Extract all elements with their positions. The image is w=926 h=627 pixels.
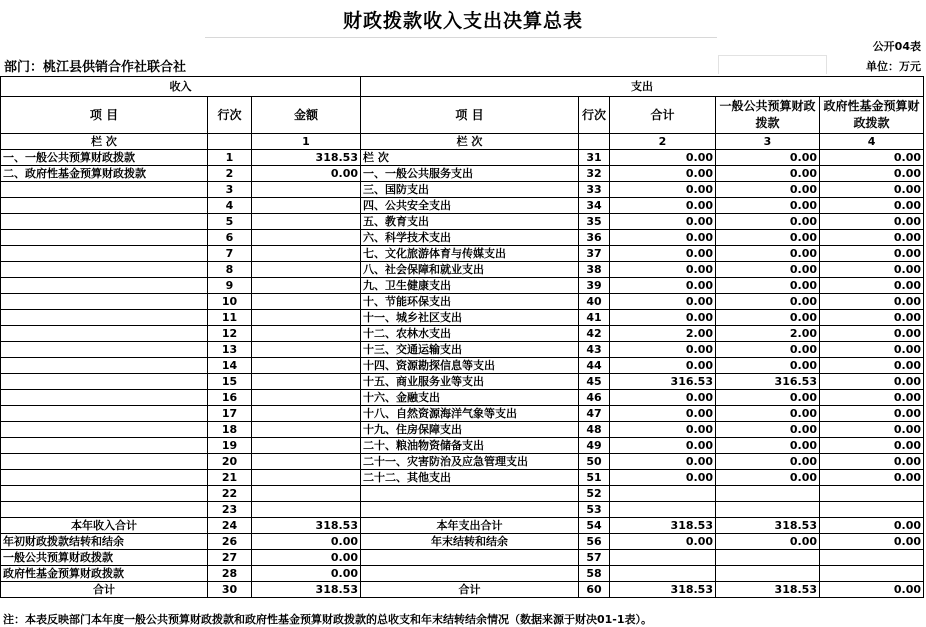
report-title: 财政拨款收入支出决算总表 (342, 10, 583, 32)
table-row (1, 422, 924, 438)
table-row (1, 374, 924, 390)
income-amount-cell (252, 486, 361, 502)
expense-gov-fund-cell (820, 486, 924, 502)
income-item-cell: 合计 (1, 582, 208, 598)
table-row (1, 198, 924, 214)
income-amount-cell (252, 358, 361, 374)
income-section-header: 收入 (1, 77, 361, 97)
expense-total-cell: 0.00 (610, 278, 716, 294)
income-row-no-cell: 19 (208, 438, 252, 454)
expense-general-budget-cell: 0.00 (716, 534, 820, 550)
expense-gov-fund-cell: 0.00 (820, 342, 924, 358)
expense-item-header: 项 目 (361, 97, 579, 134)
income-item-cell: 一般公共预算财政拨款 (1, 550, 208, 566)
income-row-no-cell: 11 (208, 310, 252, 326)
expense-row-no-cell: 53 (579, 502, 610, 518)
income-amount-cell (252, 438, 361, 454)
income-amount-cell (252, 246, 361, 262)
table-row (1, 294, 924, 310)
expense-item-cell (361, 566, 579, 582)
income-amount-cell (252, 230, 361, 246)
income-item-cell (1, 390, 208, 406)
expense-row-no-cell: 60 (579, 582, 610, 598)
expense-row-no-cell: 37 (579, 246, 610, 262)
expense-item-cell: 十三、交通运输支出 (361, 342, 579, 358)
income-row-no-cell: 26 (208, 534, 252, 550)
unit-label: 单位：万元 (866, 60, 921, 73)
income-amount-cell (252, 262, 361, 278)
income-item-cell (1, 342, 208, 358)
expense-general-budget-cell (716, 486, 820, 502)
expense-row-no-cell: 58 (579, 566, 610, 582)
expense-total-cell: 0.00 (610, 246, 716, 262)
income-amount-cell (252, 278, 361, 294)
income-row-no-cell: 8 (208, 262, 252, 278)
expense-item-cell: 十二、农林水支出 (361, 326, 579, 342)
income-row-no-cell: 17 (208, 406, 252, 422)
expense-general-budget-cell (716, 566, 820, 582)
income-row-no-cell: 3 (208, 182, 252, 198)
expense-gov-fund-cell: 0.00 (820, 406, 924, 422)
table-row (1, 166, 924, 182)
expense-total-cell: 0.00 (610, 294, 716, 310)
income-item-cell (1, 262, 208, 278)
expense-gov-fund-cell: 0.00 (820, 294, 924, 310)
table-row (1, 214, 924, 230)
expense-general-budget-cell: 0.00 (716, 310, 820, 326)
expense-total-cell (610, 502, 716, 518)
expense-total-cell: 0.00 (610, 262, 716, 278)
income-item-cell (1, 214, 208, 230)
expense-col-4: 4 (820, 134, 924, 150)
title-divider (205, 37, 717, 38)
table-row (1, 550, 924, 566)
table-row (1, 262, 924, 278)
expense-item-cell: 栏 次 (361, 150, 579, 166)
income-item-cell (1, 326, 208, 342)
income-row-no-cell: 14 (208, 358, 252, 374)
income-item-cell (1, 198, 208, 214)
income-amount-cell (252, 390, 361, 406)
expense-item-cell: 六、科学技术支出 (361, 230, 579, 246)
expense-general-budget-cell: 0.00 (716, 182, 820, 198)
income-amount-cell (252, 342, 361, 358)
expense-total-cell: 0.00 (610, 150, 716, 166)
expense-total-cell (610, 566, 716, 582)
income-amount-cell (252, 406, 361, 422)
expense-gov-fund-cell: 0.00 (820, 182, 924, 198)
expense-item-cell: 九、卫生健康支出 (361, 278, 579, 294)
expense-total-cell: 0.00 (610, 390, 716, 406)
income-row-no-cell: 12 (208, 326, 252, 342)
expense-row-no-cell: 45 (579, 374, 610, 390)
income-amount-header: 金额 (252, 97, 361, 134)
expense-gov-fund-cell: 0.00 (820, 422, 924, 438)
income-item-cell (1, 246, 208, 262)
expense-gov-fund-cell: 0.00 (820, 214, 924, 230)
expense-gov-fund-cell (820, 502, 924, 518)
expense-general-budget-cell: 318.53 (716, 582, 820, 598)
expense-gov-fund-cell: 0.00 (820, 358, 924, 374)
expense-item-cell: 一、一般公共服务支出 (361, 166, 579, 182)
expense-gov-fund-cell: 0.00 (820, 470, 924, 486)
expense-row-no-cell: 42 (579, 326, 610, 342)
expense-gov-fund-cell: 0.00 (820, 582, 924, 598)
income-row-no-cell: 6 (208, 230, 252, 246)
expense-item-cell: 十四、资源勘探信息等支出 (361, 358, 579, 374)
table-row (1, 406, 924, 422)
income-amount-cell: 0.00 (252, 166, 361, 182)
income-item-cell: 本年收入合计 (1, 518, 208, 534)
expense-item-cell: 十九、住房保障支出 (361, 422, 579, 438)
income-item-cell (1, 310, 208, 326)
expense-row-no-cell: 43 (579, 342, 610, 358)
table-row (1, 534, 924, 550)
expense-column-label: 栏 次 (361, 134, 579, 150)
income-column-label: 栏 次 (1, 134, 208, 150)
budget-table (0, 76, 924, 598)
income-col-1: 1 (252, 134, 361, 150)
expense-total-cell: 0.00 (610, 470, 716, 486)
income-amount-cell (252, 294, 361, 310)
income-item-cell (1, 502, 208, 518)
income-row-no-cell: 24 (208, 518, 252, 534)
expense-item-cell: 四、公共安全支出 (361, 198, 579, 214)
income-row-no-cell: 21 (208, 470, 252, 486)
expense-total-cell: 0.00 (610, 230, 716, 246)
expense-row-no-cell: 39 (579, 278, 610, 294)
expense-general-budget-cell: 0.00 (716, 406, 820, 422)
income-amount-cell: 0.00 (252, 534, 361, 550)
income-item-cell (1, 358, 208, 374)
expense-total-cell: 0.00 (610, 534, 716, 550)
table-row (1, 342, 924, 358)
expense-total-cell: 0.00 (610, 342, 716, 358)
expense-gov-fund-cell: 0.00 (820, 150, 924, 166)
income-col-no-blank (208, 134, 252, 150)
expense-item-cell: 十、节能环保支出 (361, 294, 579, 310)
expense-gov-fund-cell: 0.00 (820, 166, 924, 182)
expense-total-cell: 318.53 (610, 582, 716, 598)
income-row-no-header: 行次 (208, 97, 252, 134)
income-row-no-cell: 10 (208, 294, 252, 310)
expense-total-cell: 0.00 (610, 438, 716, 454)
income-amount-cell: 318.53 (252, 150, 361, 166)
expense-item-cell: 十六、金融支出 (361, 390, 579, 406)
table-row (1, 438, 924, 454)
expense-item-cell: 八、社会保障和就业支出 (361, 262, 579, 278)
income-row-no-cell: 27 (208, 550, 252, 566)
expense-total-cell: 318.53 (610, 518, 716, 534)
income-item-cell: 年初财政拨款结转和结余 (1, 534, 208, 550)
expense-total-cell: 0.00 (610, 406, 716, 422)
income-item-cell (1, 294, 208, 310)
expense-row-no-cell: 47 (579, 406, 610, 422)
income-item-cell: 二、政府性基金预算财政拨款 (1, 166, 208, 182)
expense-total-cell: 2.00 (610, 326, 716, 342)
income-amount-cell: 0.00 (252, 566, 361, 582)
expense-gov-fund-cell: 0.00 (820, 390, 924, 406)
expense-general-budget-cell: 0.00 (716, 278, 820, 294)
expense-general-budget-cell: 0.00 (716, 358, 820, 374)
expense-item-cell: 十八、自然资源海洋气象等支出 (361, 406, 579, 422)
expense-row-no-cell: 57 (579, 550, 610, 566)
expense-row-no-cell: 40 (579, 294, 610, 310)
expense-item-cell: 三、国防支出 (361, 182, 579, 198)
income-row-no-cell: 20 (208, 454, 252, 470)
expense-general-budget-cell: 0.00 (716, 150, 820, 166)
income-item-cell (1, 182, 208, 198)
expense-total-cell (610, 550, 716, 566)
expense-general-budget-cell: 0.00 (716, 198, 820, 214)
expense-row-no-cell: 38 (579, 262, 610, 278)
income-amount-cell: 318.53 (252, 582, 361, 598)
table-row (1, 486, 924, 502)
table-row (1, 326, 924, 342)
expense-gov-fund-cell (820, 550, 924, 566)
expense-row-no-cell: 54 (579, 518, 610, 534)
expense-row-no-cell: 34 (579, 198, 610, 214)
table-row (1, 182, 924, 198)
expense-general-budget-cell: 0.00 (716, 262, 820, 278)
income-row-no-cell: 9 (208, 278, 252, 294)
expense-item-cell: 十五、商业服务业等支出 (361, 374, 579, 390)
gov-fund-header: 政府性基金预算财政拨款 (820, 97, 924, 134)
income-row-no-cell: 5 (208, 214, 252, 230)
expense-item-cell: 合计 (361, 582, 579, 598)
expense-row-no-cell: 46 (579, 390, 610, 406)
expense-item-cell (361, 486, 579, 502)
income-item-cell (1, 422, 208, 438)
income-amount-cell (252, 310, 361, 326)
general-budget-header: 一般公共预算财政拨款 (716, 97, 820, 134)
expense-gov-fund-cell: 0.00 (820, 246, 924, 262)
expense-total-cell: 0.00 (610, 358, 716, 374)
expense-general-budget-cell: 0.00 (716, 454, 820, 470)
expense-row-no-cell: 31 (579, 150, 610, 166)
income-item-cell (1, 454, 208, 470)
table-row (1, 310, 924, 326)
expense-general-budget-cell: 2.00 (716, 326, 820, 342)
expense-general-budget-cell: 0.00 (716, 470, 820, 486)
income-amount-cell (252, 326, 361, 342)
expense-general-budget-cell: 318.53 (716, 518, 820, 534)
expense-general-budget-cell: 0.00 (716, 230, 820, 246)
table-row (1, 390, 924, 406)
expense-gov-fund-cell: 0.00 (820, 262, 924, 278)
income-item-cell (1, 230, 208, 246)
expense-gov-fund-cell (820, 566, 924, 582)
expense-item-cell (361, 502, 579, 518)
expense-total-cell: 0.00 (610, 310, 716, 326)
expense-gov-fund-cell: 0.00 (820, 326, 924, 342)
expense-gov-fund-cell: 0.00 (820, 534, 924, 550)
expense-item-cell: 五、教育支出 (361, 214, 579, 230)
expense-item-cell: 二十二、其他支出 (361, 470, 579, 486)
expense-row-no-cell: 52 (579, 486, 610, 502)
income-row-no-cell: 7 (208, 246, 252, 262)
expense-total-cell: 0.00 (610, 454, 716, 470)
income-item-cell (1, 374, 208, 390)
income-amount-cell (252, 214, 361, 230)
expense-total-cell: 316.53 (610, 374, 716, 390)
expense-row-no-cell: 49 (579, 438, 610, 454)
income-amount-cell (252, 374, 361, 390)
table-row (1, 358, 924, 374)
income-row-no-cell: 13 (208, 342, 252, 358)
department-label: 部门：桃江县供销合作社联合社 (4, 60, 187, 75)
income-row-no-cell: 15 (208, 374, 252, 390)
income-item-cell (1, 406, 208, 422)
income-amount-cell: 0.00 (252, 550, 361, 566)
income-item-cell: 政府性基金预算财政拨款 (1, 566, 208, 582)
expense-general-budget-cell: 0.00 (716, 342, 820, 358)
expense-item-cell: 二十、粮油物资储备支出 (361, 438, 579, 454)
income-amount-cell (252, 198, 361, 214)
income-row-no-cell: 28 (208, 566, 252, 582)
expense-item-cell: 十一、城乡社区支出 (361, 310, 579, 326)
income-row-no-cell: 16 (208, 390, 252, 406)
table-row (1, 566, 924, 582)
table-row (1, 502, 924, 518)
expense-row-no-cell: 32 (579, 166, 610, 182)
expense-total-cell: 0.00 (610, 214, 716, 230)
expense-general-budget-cell: 0.00 (716, 422, 820, 438)
income-item-cell (1, 470, 208, 486)
income-item-cell (1, 486, 208, 502)
expense-gov-fund-cell: 0.00 (820, 518, 924, 534)
expense-general-budget-cell: 0.00 (716, 246, 820, 262)
footnote: 注：本表反映部门本年度一般公共预算财政拨款和政府性基金预算财政拨款的总收支和年末结转结余情况（数据来源于财决01-1表）。 (3, 613, 653, 626)
expense-total-header: 合计 (610, 97, 716, 134)
expense-general-budget-cell: 0.00 (716, 294, 820, 310)
income-row-no-cell: 1 (208, 150, 252, 166)
expense-col-no-blank (579, 134, 610, 150)
expense-gov-fund-cell: 0.00 (820, 310, 924, 326)
table-row (1, 582, 924, 598)
expense-row-no-header: 行次 (579, 97, 610, 134)
income-amount-cell (252, 454, 361, 470)
expense-general-budget-cell (716, 502, 820, 518)
expense-row-no-cell: 36 (579, 230, 610, 246)
expense-general-budget-cell (716, 550, 820, 566)
expense-row-no-cell: 56 (579, 534, 610, 550)
income-amount-cell (252, 422, 361, 438)
income-item-cell: 一、一般公共预算财政拨款 (1, 150, 208, 166)
expense-gov-fund-cell: 0.00 (820, 438, 924, 454)
expense-total-cell: 0.00 (610, 166, 716, 182)
expense-row-no-cell: 41 (579, 310, 610, 326)
expense-item-cell: 本年支出合计 (361, 518, 579, 534)
expense-gov-fund-cell: 0.00 (820, 230, 924, 246)
table-row (1, 150, 924, 166)
expense-general-budget-cell: 0.00 (716, 214, 820, 230)
expense-gov-fund-cell: 0.00 (820, 278, 924, 294)
expense-total-cell: 0.00 (610, 182, 716, 198)
income-amount-cell: 318.53 (252, 518, 361, 534)
income-item-header: 项 目 (1, 97, 208, 134)
expense-row-no-cell: 51 (579, 470, 610, 486)
income-row-no-cell: 4 (208, 198, 252, 214)
income-row-no-cell: 18 (208, 422, 252, 438)
expense-row-no-cell: 33 (579, 182, 610, 198)
expense-col-3: 3 (716, 134, 820, 150)
expense-item-cell (361, 550, 579, 566)
expense-row-no-cell: 35 (579, 214, 610, 230)
expense-general-budget-cell: 0.00 (716, 390, 820, 406)
income-amount-cell (252, 502, 361, 518)
expense-section-header: 支出 (361, 77, 924, 97)
expense-item-cell: 年末结转和结余 (361, 534, 579, 550)
expense-total-cell (610, 486, 716, 502)
income-item-cell (1, 438, 208, 454)
income-amount-cell (252, 182, 361, 198)
income-row-no-cell: 23 (208, 502, 252, 518)
table-row (1, 454, 924, 470)
income-row-no-cell: 22 (208, 486, 252, 502)
income-row-no-cell: 2 (208, 166, 252, 182)
expense-row-no-cell: 50 (579, 454, 610, 470)
income-item-cell (1, 278, 208, 294)
header-blank-box (718, 55, 827, 74)
table-row (1, 246, 924, 262)
expense-gov-fund-cell: 0.00 (820, 198, 924, 214)
expense-row-no-cell: 44 (579, 358, 610, 374)
form-code: 公开04表 (872, 40, 921, 53)
income-row-no-cell: 30 (208, 582, 252, 598)
expense-col-2: 2 (610, 134, 716, 150)
expense-general-budget-cell: 0.00 (716, 438, 820, 454)
expense-row-no-cell: 48 (579, 422, 610, 438)
expense-total-cell: 0.00 (610, 198, 716, 214)
expense-gov-fund-cell: 0.00 (820, 374, 924, 390)
expense-item-cell: 二十一、灾害防治及应急管理支出 (361, 454, 579, 470)
expense-general-budget-cell: 0.00 (716, 166, 820, 182)
table-row (1, 470, 924, 486)
expense-total-cell: 0.00 (610, 422, 716, 438)
expense-item-cell: 七、文化旅游体育与传媒支出 (361, 246, 579, 262)
table-row (1, 278, 924, 294)
table-row (1, 230, 924, 246)
table-row (1, 518, 924, 534)
income-amount-cell (252, 470, 361, 486)
expense-general-budget-cell: 316.53 (716, 374, 820, 390)
expense-gov-fund-cell: 0.00 (820, 454, 924, 470)
